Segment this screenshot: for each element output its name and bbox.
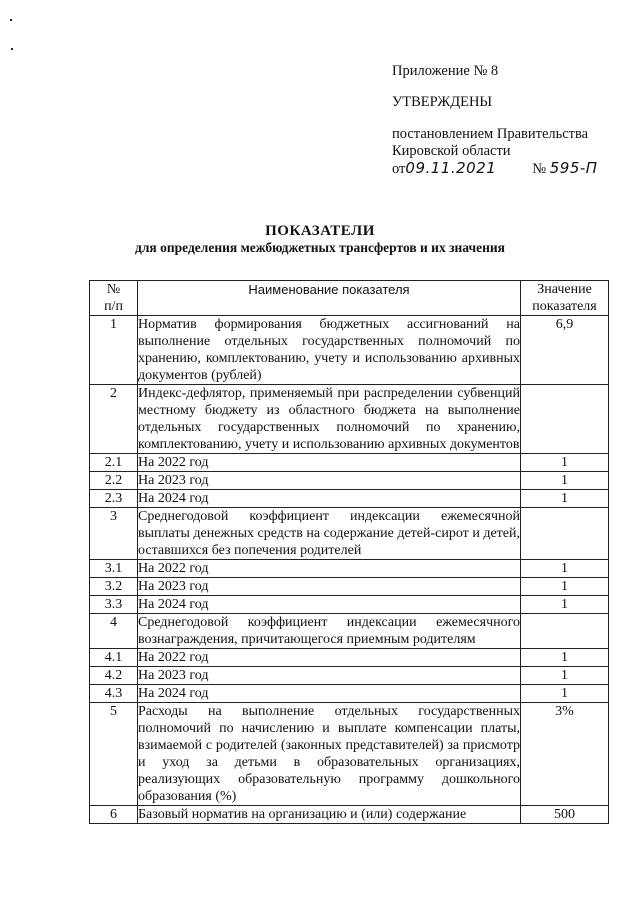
table-row [90,385,609,454]
row-value: 1 [521,667,609,685]
row-number: 2.2 [90,472,138,490]
header-num: № п/п [90,281,138,316]
document-subtitle: для определения межбюджетных трансфертов и их значения [135,240,505,255]
date-prefix: от [392,161,406,177]
table-row [90,472,609,490]
row-value [521,385,609,454]
table-row [90,806,609,824]
row-name: На 2024 год [138,596,521,614]
row-name: На 2022 год [138,454,521,472]
row-value: 1 [521,472,609,490]
table-row [90,596,609,614]
row-value: 1 [521,560,609,578]
row-value: 1 [521,596,609,614]
row-number: 5 [90,703,138,806]
row-name: На 2023 год [138,667,521,685]
row-number: 4.3 [90,685,138,703]
row-name: На 2023 год [138,578,521,596]
row-number: 3.1 [90,560,138,578]
approval-line-1: постановлением Правительства [392,126,589,142]
row-number: 4 [90,614,138,649]
row-number: 2 [90,385,138,454]
row-name: Норматив формирования бюджетных ассигнований на выполнение отдельных государственных полномочий по хранению, комплектованию, учету и использованию архивных документов (рублей) [138,317,520,383]
row-name: На 2022 год [138,560,521,578]
approval-date-line [392,160,598,178]
row-name: На 2024 год [138,490,521,508]
table-row [90,508,609,560]
approval-block [392,63,598,178]
row-name: Расходы на выполнение отдельных государственных полномочий по начислению и выплате компенсации платы, взимаемой с родителей (законных представителей) за присмотр и уход за детьми в образовательных организациях, реализующих образовательную программу дошкольного образования (%) [138,704,520,804]
row-value: 1 [521,578,609,596]
row-name: На 2022 год [138,649,521,667]
row-name: Среднегодовой коэффициент индексации ежемесячной выплаты денежных средств на содержание детей-сирот и детей, оставшихся без попечения родителей [138,509,520,558]
row-value: 3% [521,703,609,806]
row-value: 500 [521,806,609,824]
approval-line-2: Кировской области [392,143,511,159]
row-value: 1 [521,490,609,508]
number-prefix: № [532,161,547,177]
row-value: 6,9 [521,316,609,385]
table-row [90,454,609,472]
document-title: ПОКАЗАТЕЛИ [265,223,375,239]
row-value: 1 [521,685,609,703]
approved-label: УТВЕРЖДЕНЫ [392,94,493,110]
row-number: 6 [90,806,138,824]
table-row [90,703,609,806]
row-name: Базовый норматив на организацию и (или) содержание [138,806,521,824]
row-number: 3.3 [90,596,138,614]
table-row [90,578,609,596]
row-number: 3 [90,508,138,560]
row-name: Среднегодовой коэффициент индексации ежемесячного вознаграждения, причитающегося приемным родителям [138,615,520,647]
table-header-row [90,281,609,316]
approval-date: 09.11.2021 [405,159,497,177]
row-number: 2.3 [90,490,138,508]
appendix-label: Приложение № 8 [392,63,499,79]
row-number: 1 [90,316,138,385]
table-row [90,614,609,649]
header-value: Значение показателя [521,281,609,316]
scan-speck [10,19,12,21]
row-number: 3.2 [90,578,138,596]
table-row [90,667,609,685]
row-value: 1 [521,454,609,472]
table-row [90,685,609,703]
row-number: 2.1 [90,454,138,472]
header-name: Наименование показателя [138,281,521,316]
row-number: 4.2 [90,667,138,685]
table-row [90,560,609,578]
row-value [521,508,609,560]
row-number: 4.1 [90,649,138,667]
row-name: Индекс-дефлятор, применяемый при распределении субвенций местному бюджету из областного бюджета на выполнение отдельных государственных полномочий по хранению, комплектованию, учету и использованию архивных документов [138,386,520,452]
row-name: На 2024 год [138,685,521,703]
scan-speck [11,48,13,50]
row-name: На 2023 год [138,472,521,490]
table-row [90,316,609,385]
table-row [90,490,609,508]
row-value: 1 [521,649,609,667]
approval-number: 595-П [549,159,598,177]
table-row [90,649,609,667]
indicators-table [89,280,609,824]
row-value [521,614,609,649]
